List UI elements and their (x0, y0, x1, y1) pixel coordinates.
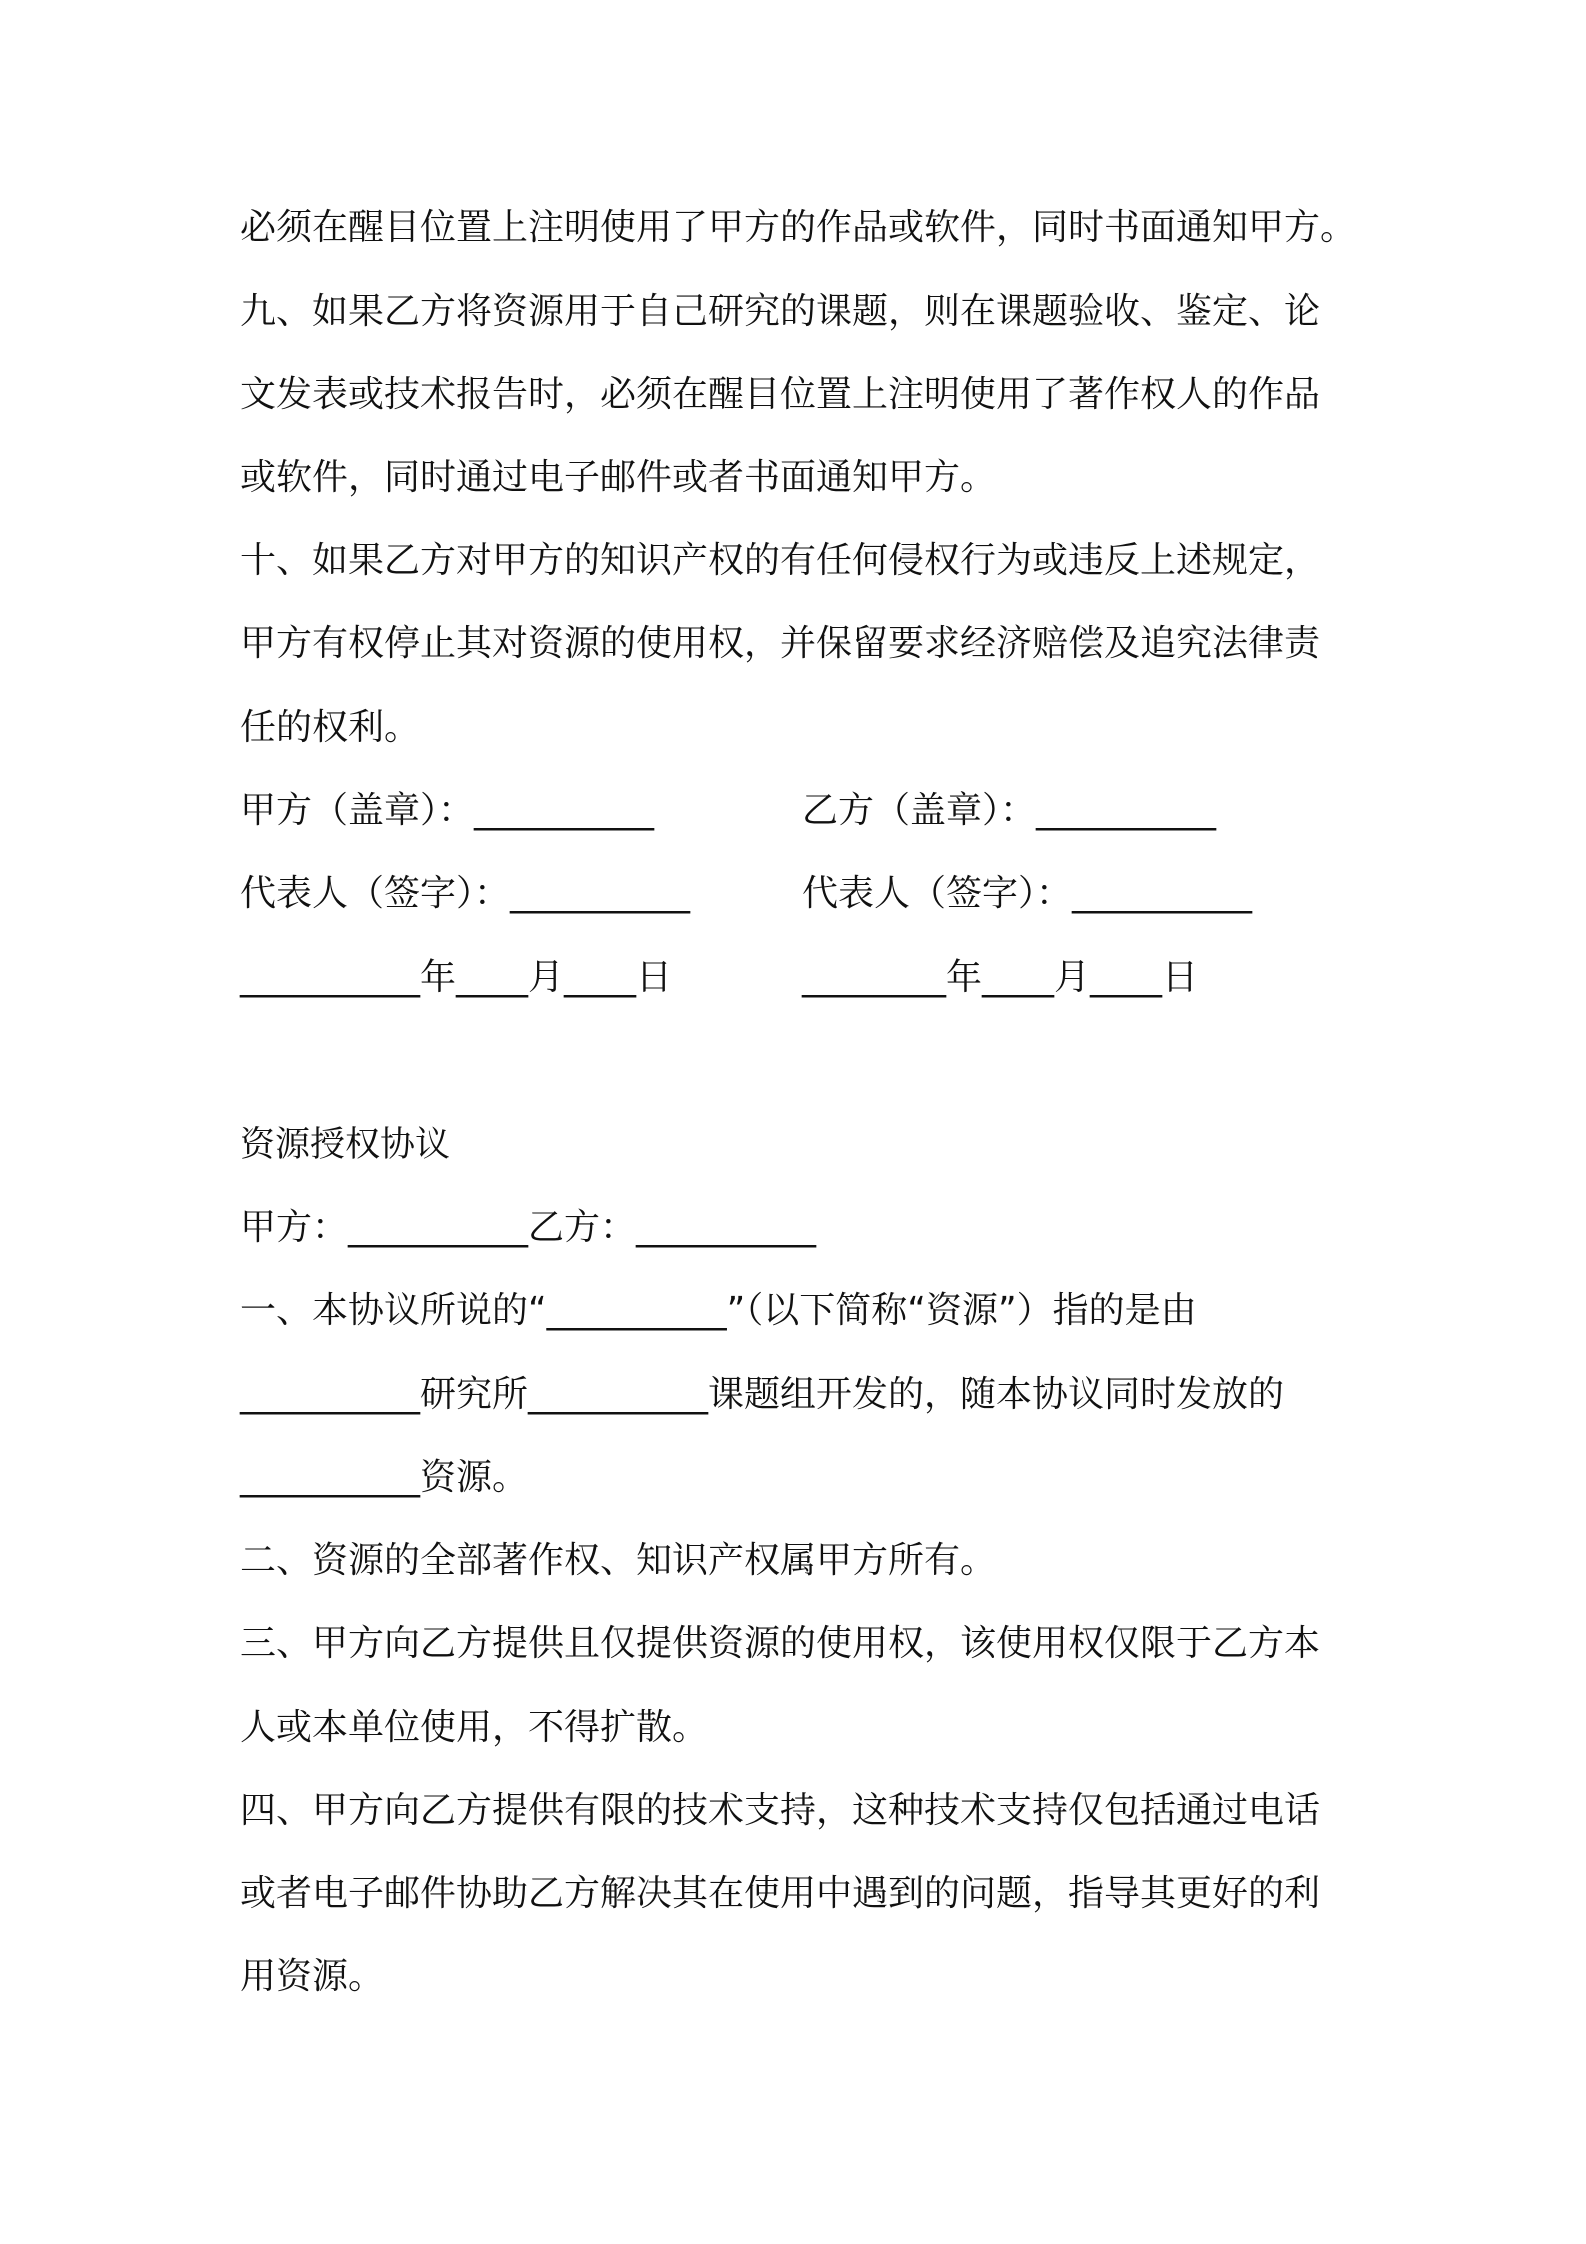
clause-1-line-2: __________研究所__________课题组开发的，随本协议同时发放的 (240, 1374, 1285, 1415)
clause-1-line-1: 一、本协议所说的“__________”（以下简称“资源”）指的是由 (240, 1290, 1197, 1331)
clause-4-line-2: 或者电子邮件协助乙方解决其在使用中遇到的问题，指导其更好的利 (240, 1873, 1321, 1914)
agreement-title: 资源授权协议 (240, 1125, 451, 1165)
clause-9-line-1: 九、如果乙方将资源用于自己研究的课题，则在课题验收、鉴定、论 (240, 291, 1321, 332)
clause-9-line-3: 或软件，同时通过电子邮件或者书面通知甲方。 (240, 457, 997, 498)
clause-2: 二、资源的全部著作权、知识产权属甲方所有。 (240, 1540, 997, 1581)
party-a-seal: 甲方（盖章）：__________ (240, 790, 655, 831)
party-b-representative: 代表人（签字）：__________ (802, 873, 1253, 914)
clause-3-line-2: 人或本单位使用，不得扩散。 (240, 1707, 709, 1748)
clause-10-line-1: 十、如果乙方对甲方的知识产权的有任何侵权行为或违反上述规定， (240, 540, 1321, 581)
clause-1-line-3: __________资源。 (240, 1457, 529, 1498)
clause-4-line-1: 四、甲方向乙方提供有限的技术支持，这种技术支持仅包括通过电话 (240, 1790, 1321, 1831)
party-a-representative: 代表人（签字）：__________ (240, 873, 691, 914)
clause-10-line-3: 任的权利。 (240, 707, 421, 748)
party-b-date: ________年____月____日 (802, 957, 1198, 998)
clause-4-line-3: 用资源。 (240, 1956, 385, 1997)
party-a-date: __________年____月____日 (240, 957, 672, 998)
agreement-parties: 甲方：__________乙方：__________ (240, 1207, 817, 1248)
clause-9-line-2: 文发表或技术报告时，必须在醒目位置上注明使用了著作权人的作品 (240, 374, 1321, 415)
clause-10-line-2: 甲方有权停止其对资源的使用权，并保留要求经济赔偿及追究法律责 (240, 623, 1321, 664)
clause-3-line-1: 三、甲方向乙方提供且仅提供资源的使用权，该使用权仅限于乙方本 (240, 1623, 1321, 1664)
continuation-line: 必须在醒目位置上注明使用了甲方的作品或软件，同时书面通知甲方。 (240, 207, 1357, 248)
party-b-seal: 乙方（盖章）：__________ (802, 790, 1217, 831)
